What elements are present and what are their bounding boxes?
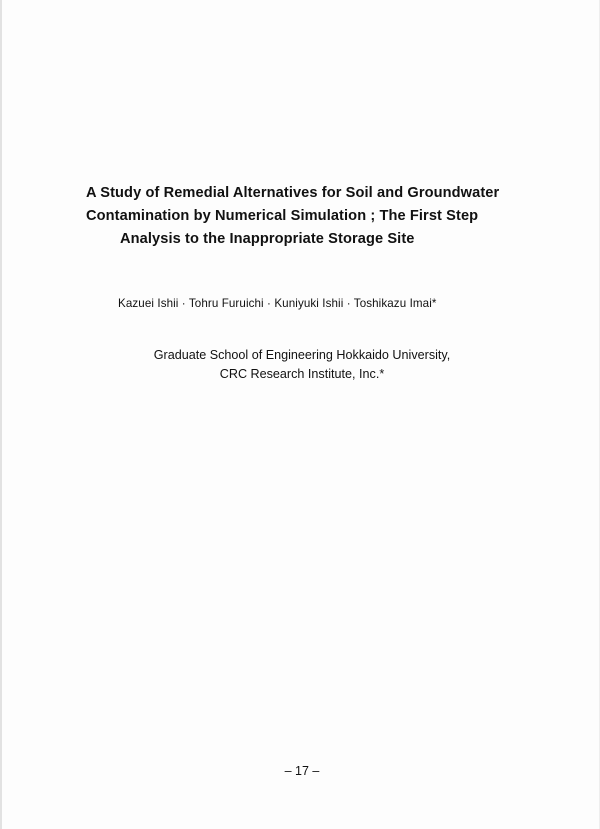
title-line-2: Contamination by Numerical Simulation ; The First Step xyxy=(86,208,479,224)
paper-title xyxy=(86,182,546,251)
page-number: – 17 – xyxy=(284,764,320,778)
title-line-1: A Study of Remedial Alternatives for Soil and Groundwater xyxy=(86,185,500,201)
title-line-3: Analysis to the Inappropriate Storage Site xyxy=(120,231,415,247)
author-list: Kazuei Ishii · Tohru Furuichi · Kuniyuki Ishii · Toshikazu Imai* xyxy=(118,297,437,310)
affiliation-line-1: Graduate School of Engineering Hokkaido University, xyxy=(153,348,451,362)
affiliation xyxy=(102,346,502,384)
affiliation-line-2: CRC Research Institute, Inc.* xyxy=(219,367,385,381)
